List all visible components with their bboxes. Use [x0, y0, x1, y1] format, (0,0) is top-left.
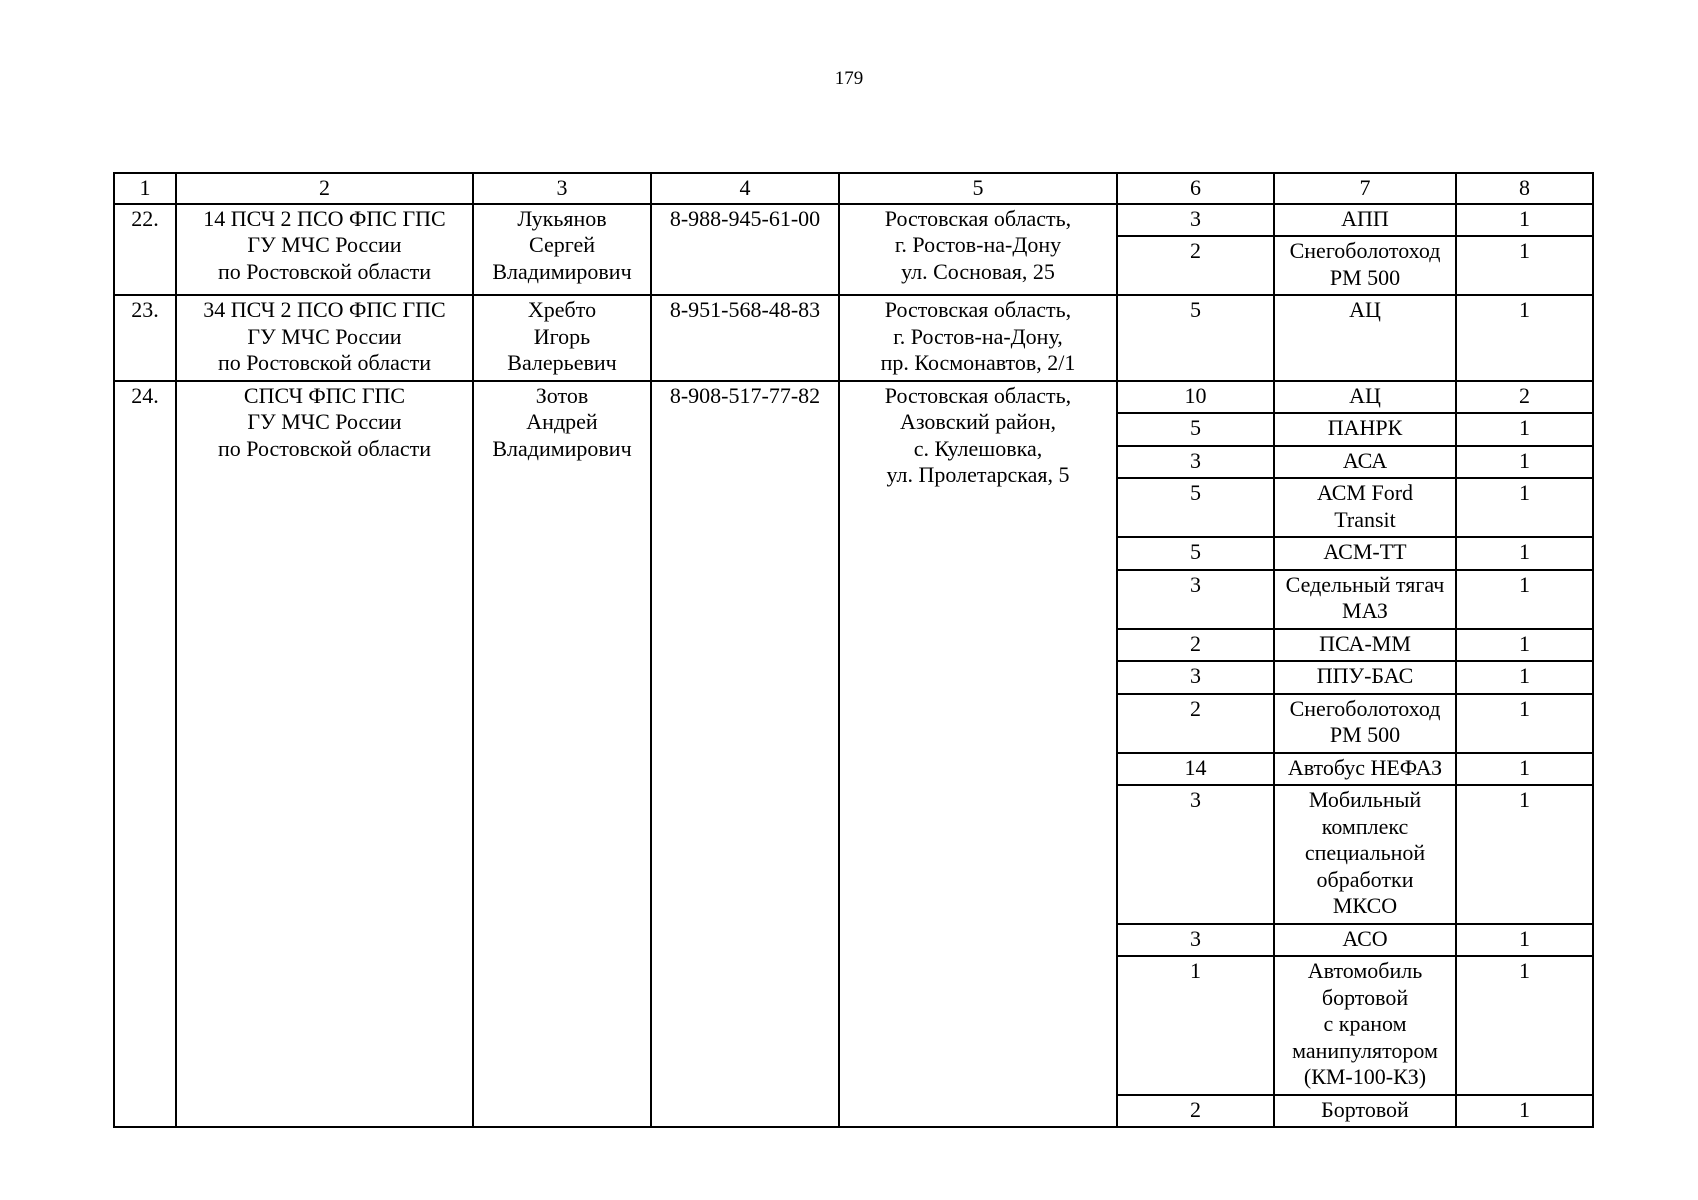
entry-number: 23.	[114, 295, 176, 381]
entry-number: 24.	[114, 381, 176, 1128]
unit-name: 34 ПСЧ 2 ПСО ФПС ГПС ГУ МЧС России по Ростовской области	[176, 295, 473, 381]
vehicle-count: 3	[1117, 924, 1274, 957]
vehicle-count: 14	[1117, 753, 1274, 786]
vehicle-type: Бортовой	[1274, 1095, 1456, 1128]
vehicle-count: 2	[1117, 236, 1274, 295]
entry-number: 22.	[114, 204, 176, 296]
vehicle-type: ППУ-БАС	[1274, 661, 1456, 694]
vehicle-type: Автомобиль бортовой с краном манипулятором (КМ-100-КЗ)	[1274, 956, 1456, 1095]
vehicle-units: 1	[1456, 537, 1593, 570]
column-number: 8	[1456, 173, 1593, 204]
vehicle-count: 5	[1117, 413, 1274, 446]
vehicle-count: 2	[1117, 629, 1274, 662]
vehicle-units: 1	[1456, 629, 1593, 662]
phone-number: 8-908-517-77-82	[651, 381, 839, 1128]
address: Ростовская область, г. Ростов-на-Дону, пр. Космонавтов, 2/1	[839, 295, 1117, 381]
resources-table	[113, 172, 1594, 1128]
column-number: 7	[1274, 173, 1456, 204]
vehicle-units: 1	[1456, 753, 1593, 786]
vehicle-count: 2	[1117, 694, 1274, 753]
vehicle-units: 1	[1456, 295, 1593, 381]
vehicle-count: 5	[1117, 478, 1274, 537]
column-number: 6	[1117, 173, 1274, 204]
entry-row	[114, 295, 1593, 381]
column-number-row	[114, 173, 1593, 204]
responsible-person: Хребто Игорь Валерьевич	[473, 295, 651, 381]
vehicle-units: 1	[1456, 413, 1593, 446]
phone-number: 8-951-568-48-83	[651, 295, 839, 381]
vehicle-type: АСО	[1274, 924, 1456, 957]
vehicle-count: 3	[1117, 661, 1274, 694]
vehicle-units: 1	[1456, 1095, 1593, 1128]
vehicle-units: 1	[1456, 785, 1593, 924]
vehicle-count: 5	[1117, 295, 1274, 381]
vehicle-type: АПП	[1274, 204, 1456, 237]
vehicle-type: Автобус НЕФАЗ	[1274, 753, 1456, 786]
vehicle-type: АЦ	[1274, 381, 1456, 414]
vehicle-count: 3	[1117, 204, 1274, 237]
vehicle-units: 1	[1456, 478, 1593, 537]
unit-name: СПСЧ ФПС ГПС ГУ МЧС России по Ростовской области	[176, 381, 473, 1128]
column-number: 1	[114, 173, 176, 204]
phone-number: 8-988-945-61-00	[651, 204, 839, 296]
vehicle-count: 3	[1117, 446, 1274, 479]
vehicle-units: 1	[1456, 661, 1593, 694]
vehicle-type: АСМ Ford Transit	[1274, 478, 1456, 537]
vehicle-type: АСМ-ТТ	[1274, 537, 1456, 570]
vehicle-count: 10	[1117, 381, 1274, 414]
vehicle-type: ПАНРК	[1274, 413, 1456, 446]
vehicle-units: 1	[1456, 956, 1593, 1095]
responsible-person: Лукьянов Сергей Владимирович	[473, 204, 651, 296]
vehicle-units: 2	[1456, 381, 1593, 414]
vehicle-type: ПСА-ММ	[1274, 629, 1456, 662]
entry-row	[114, 381, 1593, 414]
responsible-person: Зотов Андрей Владимирович	[473, 381, 651, 1128]
column-number: 4	[651, 173, 839, 204]
vehicle-units: 1	[1456, 204, 1593, 237]
column-number: 3	[473, 173, 651, 204]
vehicle-units: 1	[1456, 924, 1593, 957]
vehicle-type: Снегоболотоход РМ 500	[1274, 694, 1456, 753]
page-number: 179	[834, 68, 864, 89]
vehicle-type: Снегоболотоход РМ 500	[1274, 236, 1456, 295]
vehicle-units: 1	[1456, 236, 1593, 295]
vehicle-units: 1	[1456, 570, 1593, 629]
vehicle-count: 3	[1117, 785, 1274, 924]
vehicle-type: Мобильный комплекс специальной обработки МКСО	[1274, 785, 1456, 924]
address: Ростовская область, г. Ростов-на-Дону ул. Сосновая, 25	[839, 204, 1117, 296]
vehicle-type: АЦ	[1274, 295, 1456, 381]
address: Ростовская область, Азовский район, с. Кулешовка, ул. Пролетарская, 5	[839, 381, 1117, 1128]
vehicle-count: 3	[1117, 570, 1274, 629]
vehicle-count: 1	[1117, 956, 1274, 1095]
column-number: 5	[839, 173, 1117, 204]
column-number: 2	[176, 173, 473, 204]
vehicle-count: 5	[1117, 537, 1274, 570]
vehicle-type: АСА	[1274, 446, 1456, 479]
vehicle-count: 2	[1117, 1095, 1274, 1128]
entry-row	[114, 204, 1593, 237]
unit-name: 14 ПСЧ 2 ПСО ФПС ГПС ГУ МЧС России по Ростовской области	[176, 204, 473, 296]
vehicle-units: 1	[1456, 446, 1593, 479]
table-body	[114, 173, 1593, 1127]
vehicle-units: 1	[1456, 694, 1593, 753]
vehicle-type: Седельный тягач МАЗ	[1274, 570, 1456, 629]
